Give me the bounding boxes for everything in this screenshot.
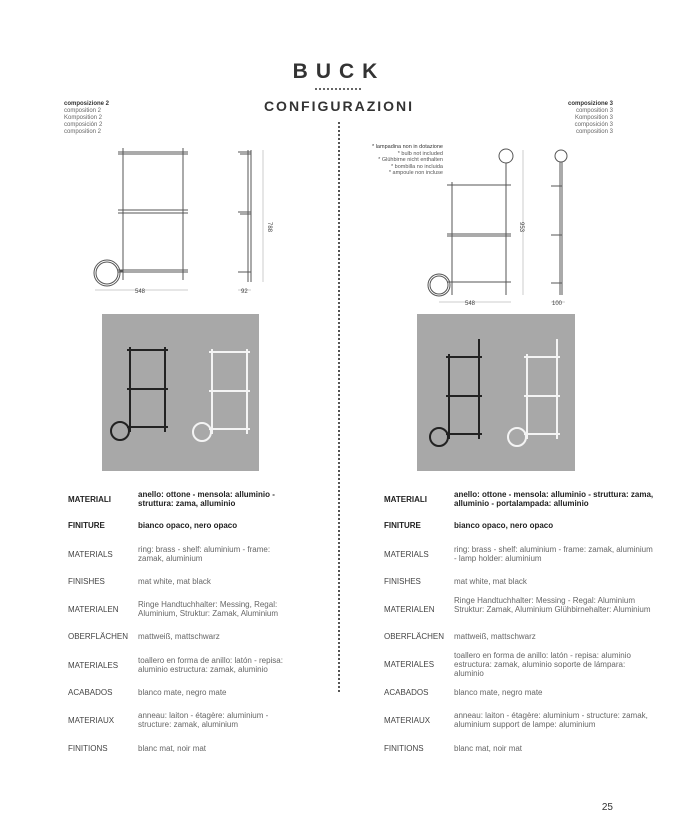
bulb-note-es: * bombilla no incluida <box>391 163 443 170</box>
spec-label: MATERIAUX <box>384 716 431 725</box>
column-divider <box>338 122 340 692</box>
spec-value: blanc mat, noir mat <box>454 744 523 753</box>
composition-label-es: composición 2 <box>64 122 103 128</box>
spec-label: MATERIALEN <box>68 605 119 614</box>
depth-dimension: 92 <box>241 289 248 295</box>
composition-3-product-photo <box>417 314 575 471</box>
composition-label-es: composición 3 <box>574 122 613 128</box>
spec-label: OBERFLÄCHEN <box>68 632 129 641</box>
spec-label: MATERIAUX <box>68 716 115 725</box>
spec-label: MATERIALI <box>68 495 111 504</box>
bulb-note-it: * lampadina non in dotazione <box>372 144 443 150</box>
height-dimension: 953 <box>518 222 524 233</box>
height-dimension: 788 <box>266 222 272 233</box>
composition-2-technical-drawing <box>85 140 285 305</box>
title-dotted-rule <box>315 88 361 92</box>
spec-value: blanc mat, noir mat <box>138 744 207 753</box>
spec-value: bianco opaco, nero opaco <box>454 521 554 530</box>
composition-label-fr: composition 3 <box>575 129 613 135</box>
spec-label: MATERIALES <box>68 661 119 670</box>
spec-label: FINITIONS <box>384 744 424 753</box>
spec-value: ring: brass - shelf: aluminium - frame: zamak, aluminium - lamp holder: aluminium <box>454 545 653 563</box>
composition-label-it: composizione 3 <box>567 101 613 107</box>
towel-rack-illustration <box>102 314 259 471</box>
width-dimension: 548 <box>465 301 476 307</box>
composition-label-en: composition 3 <box>575 108 613 114</box>
spec-label: FINITURE <box>68 521 105 530</box>
spec-label: MATERIALEN <box>384 605 435 614</box>
composition-label-fr: composition 2 <box>64 129 102 135</box>
depth-dimension: 100 <box>552 301 563 307</box>
composition-2-product-photo <box>102 314 259 471</box>
bulb-note-en: * bulb not included <box>397 150 443 157</box>
composition-label-en: composition 2 <box>64 108 102 114</box>
spec-label: FINITURE <box>384 521 421 530</box>
spec-value: anello: ottone - mensola: alluminio - struttura: zama, alluminio - portalampada: alluminio <box>454 490 654 508</box>
spec-value: toallero en forma de anillo: latón - repisa: aluminio estructura: zamak, aluminio soporte de lámpara: aluminio <box>454 651 631 678</box>
section-title: CONFIGURAZIONI <box>263 98 415 114</box>
spec-label: FINITIONS <box>68 744 108 753</box>
spec-label: MATERIALI <box>384 495 427 504</box>
composition-label-de: Komposition 2 <box>64 115 103 121</box>
composition-3-label <box>568 101 613 136</box>
spec-label: ACABADOS <box>384 688 429 697</box>
spec-value: mattweiß, mattschwarz <box>454 632 536 641</box>
page-number: 25 <box>601 802 613 813</box>
spec-value: ring: brass - shelf: aluminium - frame: zamak, aluminium <box>138 545 271 563</box>
composition-label-de: Komposition 3 <box>574 115 613 121</box>
spec-value: mattweiß, mattschwarz <box>138 632 220 641</box>
spec-value: toallero en forma de anillo: latón - repisa: aluminio estructura: zamak, aluminio <box>138 656 283 674</box>
spec-value: bianco opaco, nero opaco <box>138 521 238 530</box>
spec-label: FINISHES <box>68 577 105 586</box>
width-dimension: 548 <box>135 289 146 295</box>
brand-title: BUCK <box>292 60 386 83</box>
composition-3-technical-drawing <box>425 140 585 310</box>
spec-value: anneau: laiton - étagère: aluminium - structure: zamak, aluminium support de lampe: aluminium <box>454 711 648 729</box>
spec-value: Ringe Handtuchhalter: Messing - Regal: Aluminium Struktur: Zamak, Aluminium Glühbirnehalter: Aluminium <box>454 596 651 614</box>
spec-value: Ringe Handtuchhalter: Messing, Regal: Aluminium, Struktur: Zamak, Aluminium <box>138 600 279 618</box>
composition-label-it: composizione 2 <box>64 101 110 107</box>
spec-value: mat white, mat black <box>138 577 211 586</box>
composition-2-label <box>64 101 109 136</box>
bulb-note-fr: * ampoule non incluse <box>388 170 443 176</box>
spec-value: blanco mate, negro mate <box>138 688 227 697</box>
spec-value: anello: ottone - mensola: alluminio - struttura: zama, alluminio <box>138 490 275 508</box>
spec-value: mat white, mat black <box>454 577 527 586</box>
towel-rack-illustration <box>417 314 575 471</box>
bulb-note-de: * Glühbirne nicht enthalten <box>378 157 443 163</box>
spec-label: MATERIALS <box>68 550 113 559</box>
spec-value: blanco mate, negro mate <box>454 688 543 697</box>
spec-label: MATERIALES <box>384 660 435 669</box>
spec-label: ACABADOS <box>68 688 113 697</box>
spec-label: FINISHES <box>384 577 421 586</box>
spec-value: anneau: laiton - étagère: aluminium - structure: zamak, aluminium <box>138 711 269 729</box>
spec-label: OBERFLÄCHEN <box>384 632 445 641</box>
spec-label: MATERIALS <box>384 550 429 559</box>
